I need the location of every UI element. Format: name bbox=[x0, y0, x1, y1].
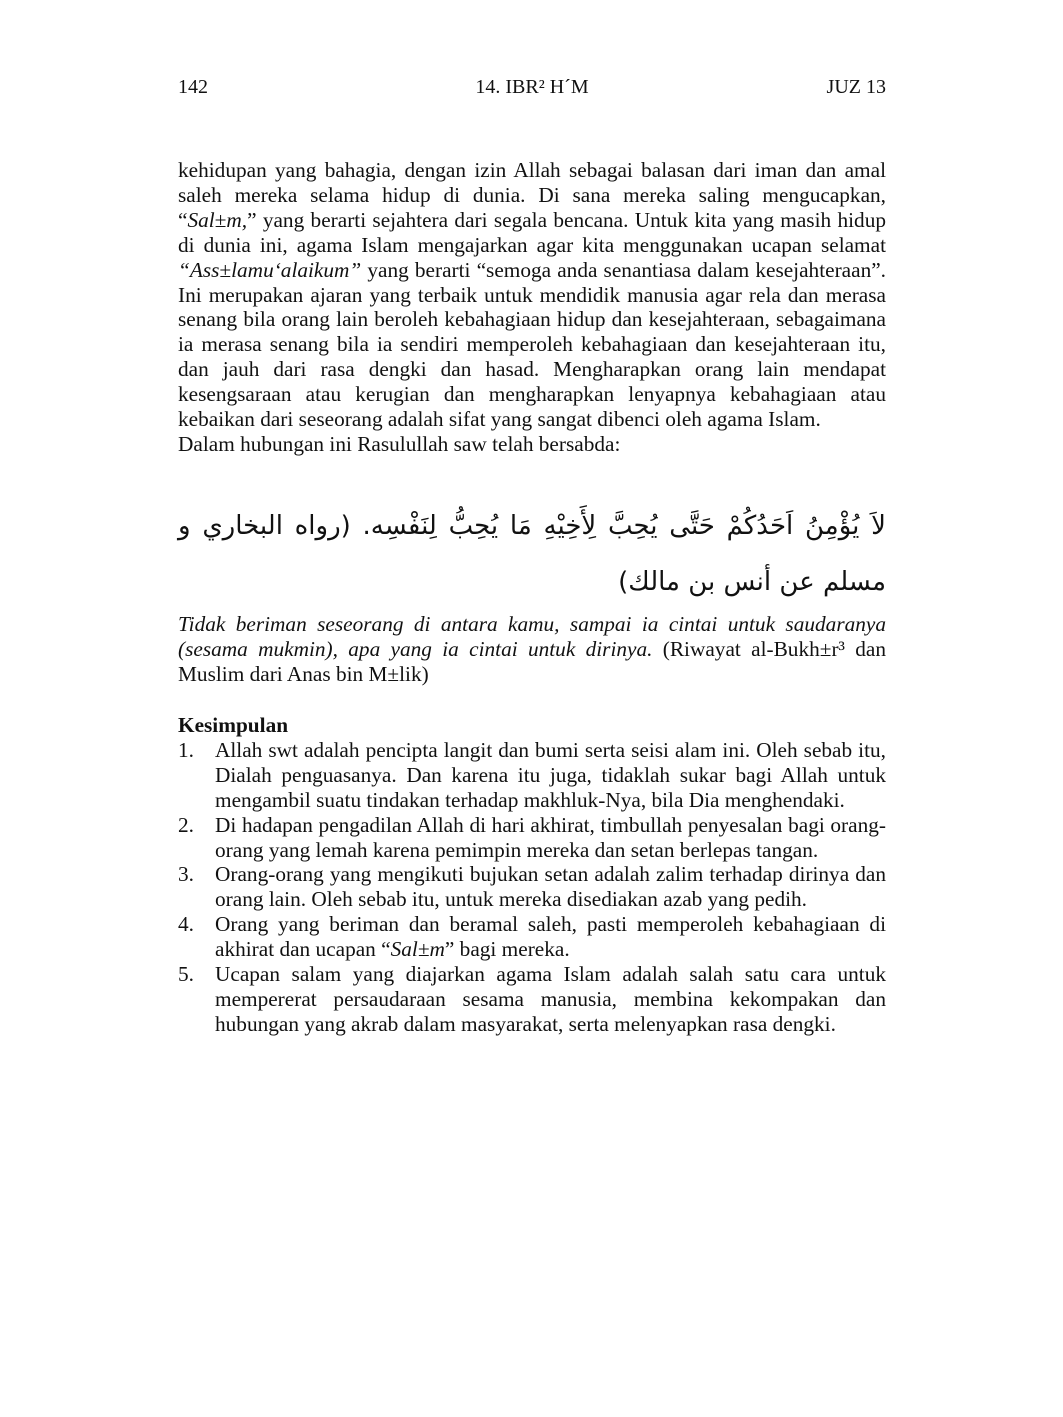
page-number: 142 bbox=[178, 76, 208, 98]
paragraph-1: kehidupan yang bahagia, dengan izin Allah sebagai balasan dari iman dan amal saleh mereka selama hidup di dunia. Di sana mereka saling mengucapkan, “Sal±m,” yang berarti sejahtera dari segala bencana. Untuk kita yang masih hidup di dunia ini, agama Islam mengajarkan agar kita menggunakan ucapan selamat “Ass±lamu‘alaikum” yang berarti “semoga anda senantiasa dalam kesejahteraan”. Ini merupakan ajaran yang terbaik untuk mendidik manusia agar rela dan merasa senang bila orang lain beroleh kebahagiaan hidup dan kesejahteraan, sebagaimana ia merasa senang bila ia sendiri memperoleh kebahagiaan dan kesejahteraan itu, dan jauh dari rasa dengki dan hasad. Mengharapkan orang lain mendapat kesengsaraan atau kerugian dan mengharapkan lenyapnya kebahagiaan atau kebaikan dari seseorang adalah sifat yang sangat dibenci oleh agama Islam. bbox=[178, 158, 886, 432]
list-item: 3. Orang-orang yang mengikuti bujukan setan adalah zalim terhadap dirinya dan orang lain. Oleh sebab itu, untuk mereka disediakan azab yang pedih. bbox=[178, 862, 886, 912]
paragraph-2: Dalam hubungan ini Rasulullah saw telah bersabda: bbox=[178, 431, 621, 456]
hadith-translation bbox=[178, 612, 886, 687]
salam-term: Sal±m, bbox=[187, 207, 248, 232]
chapter-title: 14. IBR² H´M bbox=[475, 76, 589, 98]
hadith-arabic: لاَ يُؤْمِنُ اَحَدُكُمْ حَتَّى يُحِبَّ لِأَخِيْهِ مَا يُحِبُّ لِنَفْسِه. (رواه البخاري و مسلم عن أنس بن مالك) bbox=[178, 511, 886, 597]
section-heading: Kesimpulan bbox=[178, 713, 289, 737]
list-item: 1. Allah swt adalah pencipta langit dan bumi serta seisi alam ini. Oleh sebab itu, Dialah penguasanya. Dan karena itu juga, tidaklah sukar bagi Allah untuk mengambil suatu tindakan terhadap makhluk-Nya, bila Dia menghendaki. bbox=[178, 737, 886, 812]
list-item: 2. Di hadapan pengadilan Allah di hari akhirat, timbullah penyesalan bagi orang-orang yang lemah karena pemimpin mereka dan setan berlepas tangan. bbox=[178, 812, 886, 862]
translation-text: Tidak beriman seseorang di antara kamu, sampai ia cintai untuk saudaranya (sesama mukmin), apa yang ia cintai untuk dirinya. bbox=[178, 612, 886, 661]
kesimpulan-section bbox=[178, 713, 886, 1037]
list-item: 4. Orang yang beriman dan beramal saleh, pasti memperoleh kebahagiaan di akhirat dan ucapan “Sal±m” bagi mereka. bbox=[178, 912, 886, 962]
list-item: 5. Ucapan salam yang diajarkan agama Islam adalah salah satu cara untuk mempererat persaudaraan sesama manusia, membina kekompakan dan hubungan yang akrab dalam masyarakat, serta melenyapkan rasa dengki. bbox=[178, 962, 886, 1036]
hadith-source: (Riwayat al-Bukh±r³ dan Muslim dari Anas bin M±lik) bbox=[178, 636, 886, 686]
conclusion-list bbox=[178, 738, 886, 1037]
body-text bbox=[178, 158, 886, 457]
page-header bbox=[178, 76, 886, 102]
assalamualaikum-term: “Ass±lamu‘alaikum” bbox=[178, 257, 362, 282]
juz-label: JUZ 13 bbox=[826, 76, 886, 98]
